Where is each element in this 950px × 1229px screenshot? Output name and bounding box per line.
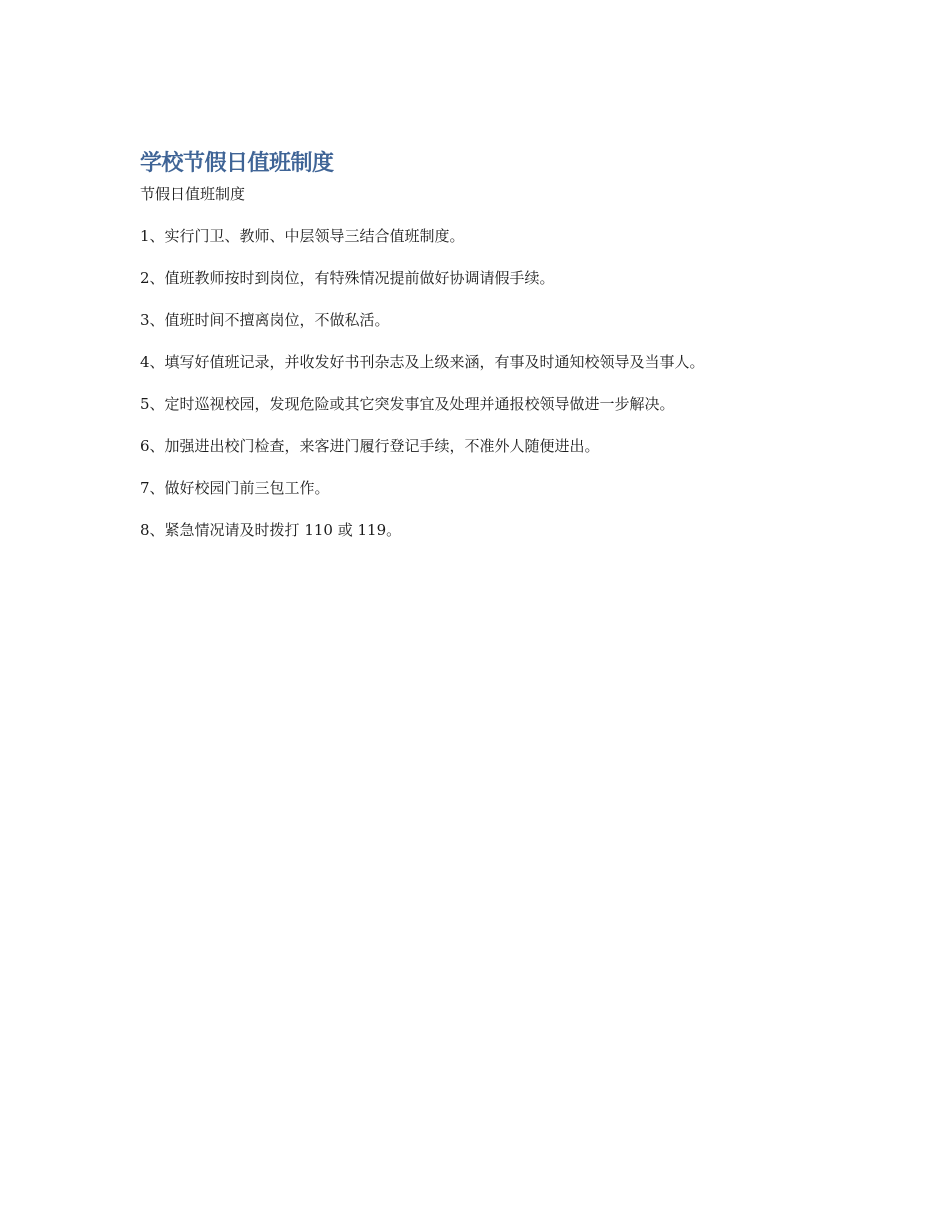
document-subtitle: 节假日值班制度 — [140, 185, 246, 203]
rules-list — [140, 225, 840, 541]
rule-item-4: 4、填写好值班记录，并收发好书刊杂志及上级来涵，有事及时通知校领导及当事人。 — [140, 353, 705, 371]
rule-item-1: 1、实行门卫、教师、中层领导三结合值班制度。 — [140, 227, 465, 245]
rule-item-6: 6、加强进出校门检查，来客进门履行登记手续，不准外人随便进出。 — [140, 437, 600, 455]
rule-item-3: 3、值班时间不擅离岗位，不做私活。 — [140, 311, 390, 329]
rule-item-8: 8、紧急情况请及时拨打 110 或 119。 — [140, 521, 402, 539]
document-title: 学校节假日值班制度 — [140, 151, 334, 176]
rule-item-2: 2、值班教师按时到岗位，有特殊情况提前做好协调请假手续。 — [140, 269, 555, 287]
document-content — [140, 148, 840, 541]
rule-item-5: 5、定时巡视校园，发现危险或其它突发事宜及处理并通报校领导做进一步解决。 — [140, 395, 675, 413]
rule-item-7: 7、做好校园门前三包工作。 — [140, 479, 330, 497]
